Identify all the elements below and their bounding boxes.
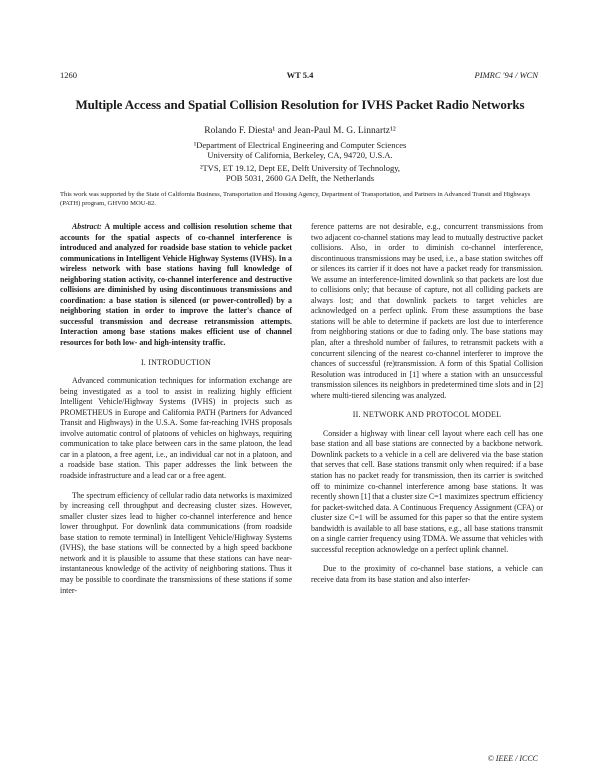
right-column [311,222,543,595]
affiliation-2-line-2: POB 5031, 2600 GA Delft, the Netherlands [225,173,375,183]
network-model-heading: II. NETWORK AND PROTOCOL MODEL [352,410,502,420]
abstract-label: Abstract: [72,222,102,231]
right-paragraph-3: Due to the proximity of co-channel base stations, a vehicle can receive data from its base station and also interfer- [311,564,543,584]
affiliation-2-line-1: ²TVS, ET 19.12, Dept EE, Delft University of Technology, [199,163,401,173]
intro-paragraph-2: The spectrum efficiency of cellular radio data networks is maximized by increasing cell throughput and decreasing cluster sizes. However, smaller cluster sizes lead to higher co-channel interference and hence lower throughput. For downlink data communications (from roadside base station to remote terminal) in Intelligent Vehicle/Highway Systems (IVHS), the base stations will be connected by a high speed backbone network and it is plausible to assume that these stations can have near-instantaneous knowledge of the activity of neighboring stations. Thus it may be possible to coordinate the transmissions of these stations if some inter- [60,490,292,595]
paper-title: Multiple Access and Spatial Collision Resolution for IVHS Packet Radio Networks [75,97,525,112]
affiliation-1-line-1: ¹Department of Electrical Engineering and Computer Sciences [193,140,407,150]
conference-label: PIMRC '94 / WCN [474,70,538,80]
intro-paragraph-1: Advanced communication techniques for information exchange are being investigated as a tool to assist in realizing highly efficient Intelligent Vehicle/Highway Systems (IVHS) in projects such as PROMETHEUS in Europe and California PATH (Partners for Advanced Transit and Highways) in the U.S.A. Some far-reaching IVHS proposals involve automatic control of platoons of vehicles on highways, requiring communication to take place between cars in the same platoon, the lead car in a platoon, a free agent, i.e., an individual car not in a platoon, and a roadside base station. This paper addresses the link between the roadside infrastructure and a lead car or a free agent. [60,376,292,481]
session-label: WT 5.4 [286,70,314,80]
right-paragraph-2: Consider a highway with linear cell layout where each cell has one base station and all base stations are connected by a backbone network. Downlink packets to a vehicle in a cell are delivered via the base station that serves that cell. Base stations transmit only when required: if a base station has no packet ready for transmission, then its carrier is switched off to minimize co-channel interference among base stations. It was recently shown [1] that a cluster size C=1 maximizes spectrum efficiency for packet-switched data. A Continuous Frequency Assignment (CFA) or cluster size C=1 will be assumed for this paper so that the entire system bandwidth is available to all base stations, e.g., all base stations transmit on a single carrier frequency using TDMA. We assume that vehicles with successful reception acknowledge on a perfect uplink channel. [311,428,543,554]
funding-note: This work was supported by the State of California Business, Transportation and Housing Agency, Department of Transportation, and Partners in Advanced Transit and Highways (PATH) program, GHV00 MOU-82. [60,191,531,207]
left-column [60,222,292,605]
page-number: 1260 [60,70,77,80]
affiliation-2 [80,163,520,183]
affiliation-1 [80,140,520,160]
author-list: Rolando F. Diesta¹ and Jean-Paul M. G. Linnartz¹² [204,126,396,136]
abstract [60,222,292,349]
copyright-footer: © IEEE / ICCC [487,754,538,763]
abstract-text: A multiple access and collision resolution scheme that accounts for the spatial aspects of co-channel interference is introduced and analyzed for roadside base station to vehicle packet communications in Intelligent Vehicle Highway Systems (IVHS). In a wireless network with base stations having full knowledge of neighboring station activity, co-channel interference and destructive collisions are diminished by using discontinuous transmissions and coordination: a base station is silenced (or power-controlled) by a neighboring station in order to improve the latter's chance of successful transmission and decrease retransmission attempts. Interaction among base stations makes efficient use of channel resources for both low- and high-intensity traffic. [60,222,292,348]
right-paragraph-1: ference patterns are not desirable, e.g., concurrent transmissions from two adjacent co-channel stations may lead to mutually destructive packet collisions. Also, in order to diminish co-channel interference, discontinuous transmissions may be used, i.e., a base station switches off or silences its carrier if it does not have a packet ready for transmission. We assume an interference-limited downlink so that packets are lost due to collisions only; that because of capture, not all colliding packets are always lost; and that downlink packets to target vehicles are acknowledged on a perfect uplink. From these assumptions the base stations will be able to determine if packets are lost due to interference from neighboring stations or due to fading only. The base stations may plan, after a threshold number of failures, to retransmit packets with a concurrent silencing of the nearest co-channel interferer to improve the chances of successful (re)transmission. A form of this Spatial Collision Resolution was introduced in [1] where a station with an unsuccessful transmission silences its neighbors in predetermined time slots and in [2] where multi-tiered silencing was analyzed. [311,222,543,400]
introduction-heading: I. INTRODUCTION [140,357,212,367]
affiliation-1-line-2: University of California, Berkeley, CA, 94720, U.S.A. [207,150,393,160]
